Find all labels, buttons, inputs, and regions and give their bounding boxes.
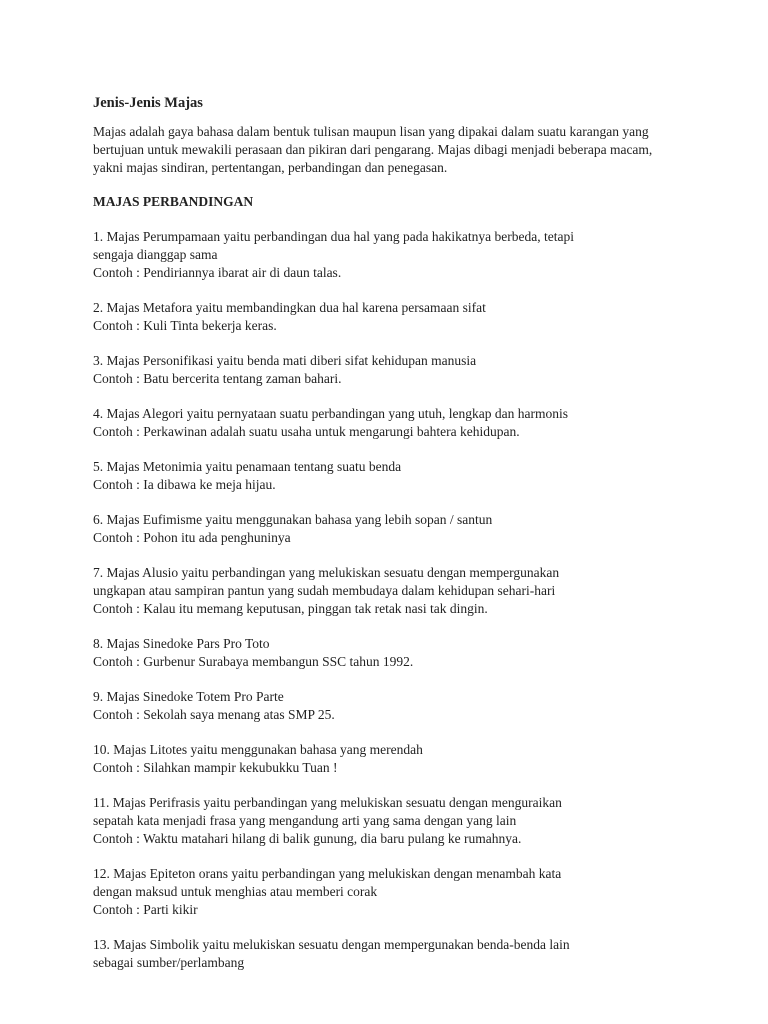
intro-line: Majas adalah gaya bahasa dalam bentuk tulisan maupun lisan yang dipakai dalam suatu [93,124,567,139]
entry-definition: 3. Majas Personifikasi yaitu benda mati diberi sifat kehidupan manusia [93,353,477,368]
entry-example: Contoh : Perkawinan adalah suatu usaha untuk mengarungi bahtera kehidupan. [93,424,520,439]
entry-definition: sebagai sumber/perlambang [93,955,245,970]
entry-definition: 6. Majas Eufimisme yaitu menggunakan bahasa yang lebih sopan / santun [93,512,493,527]
entry-example: Contoh : Sekolah saya menang atas SMP 25. [93,707,335,722]
entry-definition: 4. Majas Alegori yaitu pernyataan suatu perbandingan yang utuh, lengkap dan harmonis [93,406,568,421]
entry-4 [93,405,683,441]
document-page [93,94,683,989]
intro-line: karangan yang bertujuan untuk mewakili perasaan dan pikiran dari pengarang. Majas dibagi [93,124,649,157]
entry-definition: 10. Majas Litotes yaitu menggunakan bahasa yang merendah [93,742,423,757]
entry-definition: 1. Majas Perumpamaan yaitu perbandingan dua hal yang pada hakikatnya berbeda, tetapi [93,229,574,244]
entry-definition: 7. Majas Alusio yaitu perbandingan yang melukiskan sesuatu dengan mempergunakan [93,565,560,580]
entry-definition: 11. Majas Perifrasis yaitu perbandingan yang melukiskan sesuatu dengan menguraikan [93,795,562,810]
entry-example: Contoh : Batu bercerita tentang zaman bahari. [93,371,342,386]
entry-2 [93,299,683,335]
entry-example: Contoh : Gurbenur Surabaya membangun SSC tahun 1992. [93,654,414,669]
entry-definition: 5. Majas Metonimia yaitu penamaan tentang suatu benda [93,459,402,474]
section-heading: MAJAS PERBANDINGAN [93,194,254,209]
entry-example: Contoh : Parti kikir [93,902,198,917]
entry-definition: 13. Majas Simbolik yaitu melukiskan sesuatu dengan mempergunakan benda-benda lain [93,937,570,952]
entry-6 [93,511,683,547]
entry-example: Contoh : Kuli Tinta bekerja keras. [93,318,277,333]
entry-13 [93,936,683,972]
entry-definition: sepatah kata menjadi frasa yang mengandung arti yang sama dengan yang lain [93,813,517,828]
entry-example: Contoh : Pohon itu ada penghuninya [93,530,291,545]
entry-example: Contoh : Pendiriannya ibarat air di daun talas. [93,265,342,280]
entry-3 [93,352,683,388]
intro-line: menjadi beberapa macam, yakni majas sindiran, pertentangan, perbandingan dan penegasan. [93,142,653,175]
entry-7 [93,564,683,618]
entry-example: Contoh : Waktu matahari hilang di balik gunung, dia baru pulang ke rumahnya. [93,831,522,846]
entry-definition: 9. Majas Sinedoke Totem Pro Parte [93,689,284,704]
entry-10 [93,741,683,777]
entry-list [93,228,683,972]
entry-5 [93,458,683,494]
entry-example: Contoh : Ia dibawa ke meja hijau. [93,477,276,492]
entry-12 [93,865,683,919]
entry-definition: ungkapan atau sampiran pantun yang sudah membudaya dalam kehidupan sehari-hari [93,583,556,598]
entry-example: Contoh : Silahkan mampir kekubukku Tuan ! [93,760,338,775]
entry-8 [93,635,683,671]
entry-example: Contoh : Kalau itu memang keputusan, pinggan tak retak nasi tak dingin. [93,601,488,616]
entry-11 [93,794,683,848]
document-title: Jenis-Jenis Majas [93,95,203,111]
entry-definition: dengan maksud untuk menghias atau memberi corak [93,884,378,899]
entry-definition: 12. Majas Epiteton orans yaitu perbandingan yang melukiskan dengan menambah kata [93,866,562,881]
entry-9 [93,688,683,724]
entry-definition: 2. Majas Metafora yaitu membandingkan dua hal karena persamaan sifat [93,300,486,315]
entry-definition: 8. Majas Sinedoke Pars Pro Toto [93,636,270,651]
entry-1 [93,228,683,282]
entry-definition: sengaja dianggap sama [93,247,218,262]
intro-paragraph [93,123,683,177]
